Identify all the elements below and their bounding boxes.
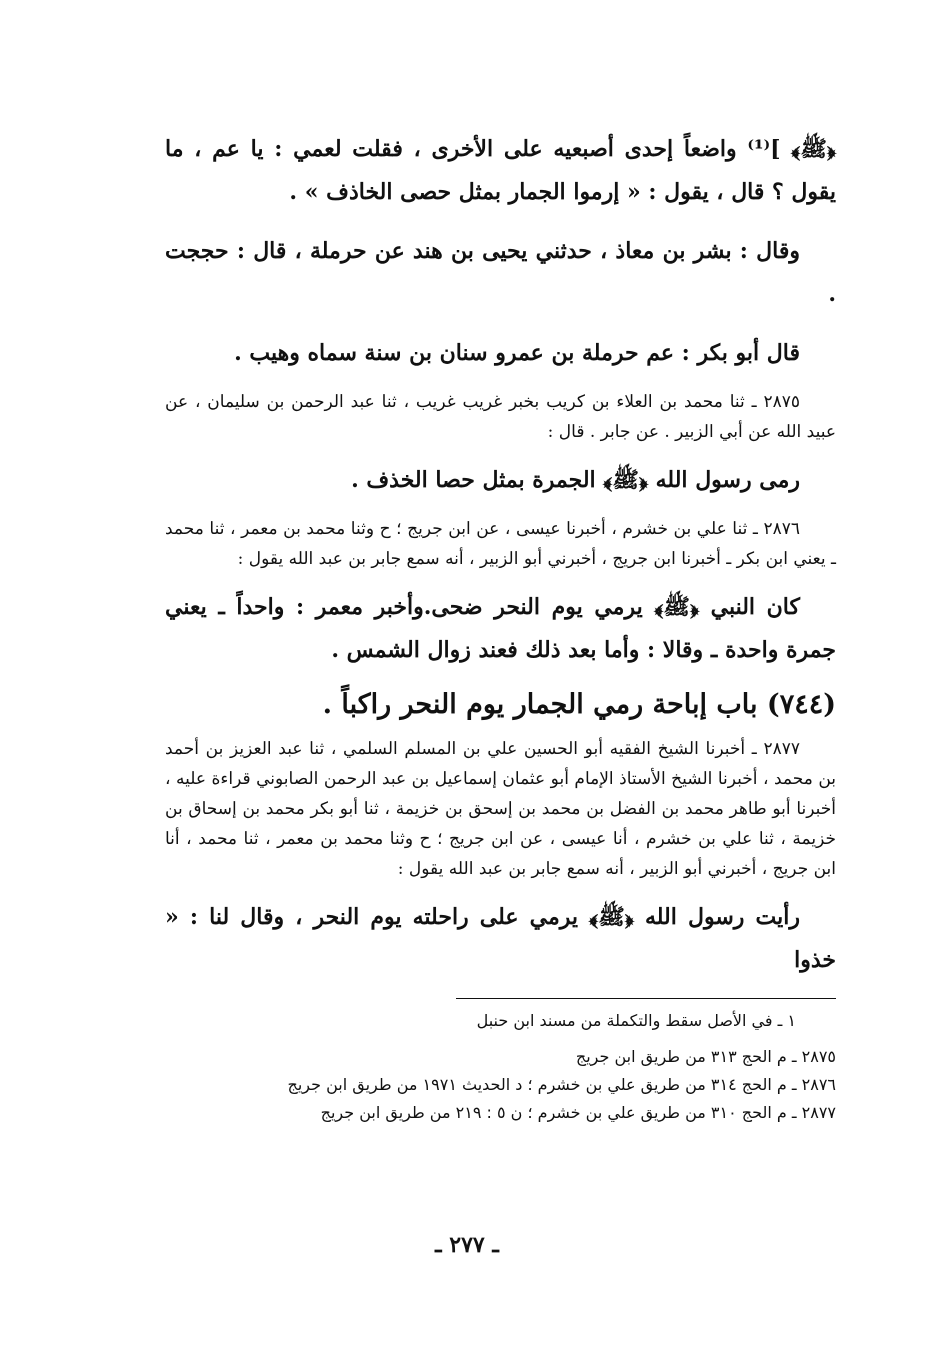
hadith-text-2877: رأيت رسول الله ﴿ﷺ﴾ يرمي على راحلته يوم النحر ، وقال لنا : « خذوا (165, 904, 836, 973)
main-text (165, 128, 836, 982)
hadith-text-2876: كان النبي ﴿ﷺ﴾ يرمي يوم النحر ضحى.وأخبر معمر : واحداً ـ يعني جمرة واحدة ـ وقالا : وأما بعد ذلك فعند زوال الشمس . (165, 594, 836, 663)
isnad-2876: ٢٨٧٦ ـ ثنا علي بن خشرم ، أخبرنا عيسى ، عن ابن جريج ؛ ح وثنا محمد بن معمر ، ثنا محمد ـ يعني ابن بكر ـ أخبرنا ابن جريج ، أخبرني أبو الزبير ، أنه سمع جابر بن عبد الله يقول : (165, 519, 836, 569)
paragraph-continuation: ﴿ﷺ﴾ ]⁽¹⁾ واضعاً إحدى أصبعيه على الأخرى ، فقلت لعمي : يا عم ، ما يقول ؟ قال ، يقول : « إرموا الجمار بمثل حصى الخاذف » . (165, 136, 836, 205)
page-number: ـ ٢٧٧ ـ (435, 1232, 499, 1258)
footnote-2876: ٢٨٧٦ ـ م الحج ٣١٤ من طريق علي بن خشرم ؛ د الحديث ١٩٧١ من طريق ابن جريج (287, 1075, 836, 1094)
footnote-2875: ٢٨٧٥ ـ م الحج ٣١٣ من طريق ابن جريج (575, 1047, 836, 1066)
footnote-2877: ٢٨٧٧ ـ م الحج ٣١٠ من طريق علي بن خشرم ؛ ن ٥ : ٢١٩ من طريق ابن جريج (320, 1103, 836, 1122)
footnotes (165, 1007, 836, 1127)
hadith-text-2875: رمى رسول الله ﴿ﷺ﴾ الجمرة بمثل حصا الخذف . (351, 467, 800, 493)
paragraph-abu-bakr: قال أبو بكر : عم حرملة بن عمرو سنان بن سنة سماه وهيب . (234, 340, 800, 366)
footnote-divider (456, 998, 836, 999)
isnad-2877: ٢٨٧٧ ـ أخبرنا الشيخ الفقيه أبو الحسين علي بن المسلم السلمي ، ثنا عبد العزيز بن أحمد بن محمد ، أخبرنا الشيخ الأستاذ الإمام أبو عثمان إسماعيل بن عبد الرحمن الصابوني قراءة عليه ، أخبرنا أبو طاهر محمد بن الفضل بن محمد بن إسحق بن خزيمة ، ثنا أبو بكر محمد بن إسحاق بن خزيمة ، ثنا علي بن خشرم ، أنا عيسى ، عن ابن جريج ؛ ح وثنا محمد بن معمر ، ثنا محمد ، أنا ابن جريج ، أخبرني أبو الزبير ، أنه سمع جابر بن عبد الله يقول : (165, 739, 836, 879)
isnad-2875: ٢٨٧٥ ـ ثنا محمد بن العلاء بن كريب بخبر غريب غريب ، ثنا عبد الرحمن بن سليمان ، عن عبيد الله عن أبي الزبير . عن جابر . قال : (165, 392, 836, 442)
footnote-1: ١ ـ في الأصل سقط والتكملة من مسند ابن حنبل (476, 1011, 796, 1030)
chapter-heading: (٧٤٤) باب إباحة رمي الجمار يوم النحر راكباً . (322, 689, 836, 720)
paragraph-bishr: وقال : بشر بن معاذ ، حدثني يحيى بن هند عن حرملة ، قال : حججت . (165, 238, 836, 307)
